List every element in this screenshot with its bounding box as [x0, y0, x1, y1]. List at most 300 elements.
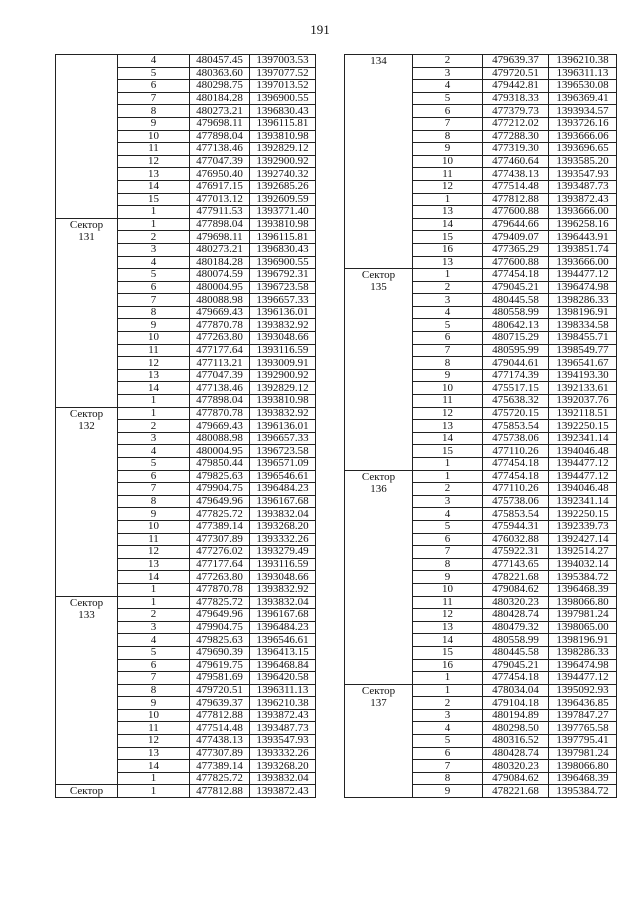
- point-number: 1: [413, 269, 483, 282]
- x-coordinate: 477143.65: [483, 558, 549, 571]
- x-coordinate: 477047.39: [190, 155, 250, 168]
- y-coordinate: 1396474.98: [549, 281, 617, 294]
- x-coordinate: 479669.43: [190, 420, 250, 433]
- point-number: 15: [413, 445, 483, 458]
- x-coordinate: 477812.88: [483, 193, 549, 206]
- point-number: 10: [413, 155, 483, 168]
- y-coordinate: 1396900.55: [250, 92, 316, 105]
- point-number: 5: [413, 92, 483, 105]
- y-coordinate: 1393332.26: [250, 533, 316, 546]
- point-number: 16: [413, 659, 483, 672]
- y-coordinate: 1396167.68: [250, 609, 316, 622]
- y-coordinate: 1393487.73: [549, 180, 617, 193]
- y-coordinate: 1397765.58: [549, 722, 617, 735]
- x-coordinate: 477177.64: [190, 344, 250, 357]
- coordinates-table-right: [344, 54, 617, 798]
- y-coordinate: 1393332.26: [250, 747, 316, 760]
- point-number: 10: [118, 520, 190, 533]
- x-coordinate: 477263.80: [190, 571, 250, 584]
- x-coordinate: 479720.51: [483, 67, 549, 80]
- y-coordinate: 1395384.72: [549, 571, 617, 584]
- y-coordinate: 1396474.98: [549, 659, 617, 672]
- point-number: 12: [413, 180, 483, 193]
- x-coordinate: 479649.96: [190, 495, 250, 508]
- y-coordinate: 1395092.93: [549, 684, 617, 697]
- sector-label-line2: 137: [370, 696, 387, 709]
- point-number: 1: [118, 785, 190, 798]
- point-number: 5: [413, 520, 483, 533]
- point-number: 9: [118, 697, 190, 710]
- point-number: 13: [118, 369, 190, 382]
- sector-label-line1: Сектор: [361, 470, 396, 483]
- point-number: 1: [413, 684, 483, 697]
- point-number: 7: [413, 760, 483, 773]
- y-coordinate: 1396167.68: [250, 495, 316, 508]
- point-number: 3: [413, 495, 483, 508]
- y-coordinate: 1394477.12: [549, 458, 617, 471]
- point-number: 8: [413, 772, 483, 785]
- y-coordinate: 1393268.20: [250, 520, 316, 533]
- x-coordinate: 477911.53: [190, 206, 250, 219]
- y-coordinate: 1398196.91: [549, 634, 617, 647]
- y-coordinate: 1393279.49: [250, 546, 316, 559]
- sector-label: [56, 218, 118, 407]
- point-number: 9: [118, 117, 190, 130]
- y-coordinate: 1396115.81: [250, 117, 316, 130]
- sector-label: [345, 55, 413, 269]
- y-coordinate: 1396210.38: [549, 55, 617, 68]
- sector-label-line1: Сектор: [69, 596, 104, 609]
- x-coordinate: 477812.88: [190, 709, 250, 722]
- y-coordinate: 1396657.33: [250, 432, 316, 445]
- table-row: [56, 55, 316, 68]
- y-coordinate: 1396413.15: [250, 646, 316, 659]
- point-number: 11: [118, 533, 190, 546]
- y-coordinate: 1397981.24: [549, 747, 617, 760]
- x-coordinate: 475922.31: [483, 546, 549, 559]
- page-number: 191: [310, 22, 330, 37]
- y-coordinate: 1394046.48: [549, 483, 617, 496]
- point-number: 3: [413, 67, 483, 80]
- point-number: 8: [118, 105, 190, 118]
- point-number: 15: [118, 193, 190, 206]
- x-coordinate: 480194.89: [483, 709, 549, 722]
- x-coordinate: 480004.95: [190, 281, 250, 294]
- y-coordinate: 1393048.66: [250, 571, 316, 584]
- point-number: 3: [118, 432, 190, 445]
- point-number: 6: [413, 332, 483, 345]
- y-coordinate: 1392609.59: [250, 193, 316, 206]
- y-coordinate: 1393810.98: [250, 218, 316, 231]
- point-number: 11: [118, 722, 190, 735]
- point-number: 6: [413, 105, 483, 118]
- y-coordinate: 1392341.14: [549, 495, 617, 508]
- point-number: 8: [413, 130, 483, 143]
- x-coordinate: 477898.04: [190, 130, 250, 143]
- sector-label-line2: 132: [78, 419, 95, 432]
- y-coordinate: 1396723.58: [250, 281, 316, 294]
- x-coordinate: 479619.75: [190, 659, 250, 672]
- point-number: 14: [413, 432, 483, 445]
- y-coordinate: 1393666.00: [549, 206, 617, 219]
- y-coordinate: 1396830.43: [250, 105, 316, 118]
- point-number: 2: [118, 231, 190, 244]
- y-coordinate: 1396723.58: [250, 445, 316, 458]
- point-number: 5: [413, 319, 483, 332]
- point-number: 12: [118, 735, 190, 748]
- x-coordinate: 479698.11: [190, 117, 250, 130]
- y-coordinate: 1392829.12: [250, 143, 316, 156]
- point-number: 13: [413, 206, 483, 219]
- point-number: 12: [413, 407, 483, 420]
- x-coordinate: 476032.88: [483, 533, 549, 546]
- table-row: [56, 407, 316, 420]
- x-coordinate: 477454.18: [483, 458, 549, 471]
- point-number: 9: [118, 319, 190, 332]
- point-number: 7: [413, 344, 483, 357]
- x-coordinate: 477288.30: [483, 130, 549, 143]
- y-coordinate: 1393872.43: [250, 785, 316, 798]
- x-coordinate: 477825.72: [190, 508, 250, 521]
- y-coordinate: 1392250.15: [549, 420, 617, 433]
- point-number: 7: [118, 483, 190, 496]
- x-coordinate: 477212.02: [483, 117, 549, 130]
- table-row: [56, 218, 316, 231]
- x-coordinate: 479084.62: [483, 772, 549, 785]
- y-coordinate: 1392118.51: [549, 407, 617, 420]
- x-coordinate: 479669.43: [190, 306, 250, 319]
- point-number: 5: [118, 646, 190, 659]
- x-coordinate: 480298.50: [483, 722, 549, 735]
- y-coordinate: 1396210.38: [250, 697, 316, 710]
- y-coordinate: 1396136.01: [250, 420, 316, 433]
- y-coordinate: 1393771.40: [250, 206, 316, 219]
- y-coordinate: 1396436.85: [549, 697, 617, 710]
- point-number: 1: [413, 458, 483, 471]
- point-number: 2: [413, 697, 483, 710]
- point-number: 10: [413, 382, 483, 395]
- x-coordinate: 477389.14: [190, 520, 250, 533]
- x-coordinate: 477600.88: [483, 206, 549, 219]
- x-coordinate: 477389.14: [190, 760, 250, 773]
- x-coordinate: 477870.78: [190, 319, 250, 332]
- y-coordinate: 1392685.26: [250, 180, 316, 193]
- point-number: 1: [118, 596, 190, 609]
- point-number: 12: [413, 609, 483, 622]
- sector-label-line2: 133: [78, 608, 95, 621]
- y-coordinate: 1394477.12: [549, 470, 617, 483]
- y-coordinate: 1393934.57: [549, 105, 617, 118]
- y-coordinate: 1393832.04: [250, 772, 316, 785]
- x-coordinate: 477812.88: [190, 785, 250, 798]
- x-coordinate: 480316.52: [483, 735, 549, 748]
- y-coordinate: 1393832.04: [250, 596, 316, 609]
- y-coordinate: 1396484.23: [250, 621, 316, 634]
- x-coordinate: 477898.04: [190, 218, 250, 231]
- point-number: 1: [413, 470, 483, 483]
- y-coordinate: 1393726.16: [549, 117, 617, 130]
- x-coordinate: 480428.74: [483, 747, 549, 760]
- x-coordinate: 480428.74: [483, 609, 549, 622]
- point-number: 13: [413, 420, 483, 433]
- y-coordinate: 1393487.73: [250, 722, 316, 735]
- x-coordinate: 478034.04: [483, 684, 549, 697]
- point-number: 9: [413, 369, 483, 382]
- point-number: 14: [118, 571, 190, 584]
- y-coordinate: 1393810.98: [250, 130, 316, 143]
- point-number: 15: [413, 231, 483, 244]
- y-coordinate: 1393696.65: [549, 143, 617, 156]
- point-number: 6: [413, 533, 483, 546]
- x-coordinate: 479698.11: [190, 231, 250, 244]
- y-coordinate: 1397981.24: [549, 609, 617, 622]
- point-number: 3: [118, 243, 190, 256]
- x-coordinate: 477514.48: [483, 180, 549, 193]
- y-coordinate: 1393666.06: [549, 130, 617, 143]
- x-coordinate: 479104.18: [483, 697, 549, 710]
- x-coordinate: 477263.80: [190, 332, 250, 345]
- x-coordinate: 477438.13: [190, 735, 250, 748]
- y-coordinate: 1392740.32: [250, 168, 316, 181]
- x-coordinate: 480004.95: [190, 445, 250, 458]
- y-coordinate: 1396546.61: [250, 470, 316, 483]
- y-coordinate: 1397847.27: [549, 709, 617, 722]
- x-coordinate: 479850.44: [190, 458, 250, 471]
- y-coordinate: 1393547.93: [250, 735, 316, 748]
- x-coordinate: 477138.46: [190, 382, 250, 395]
- x-coordinate: 477174.39: [483, 369, 549, 382]
- point-number: 9: [413, 785, 483, 798]
- x-coordinate: 475944.31: [483, 520, 549, 533]
- point-number: 8: [413, 558, 483, 571]
- point-number: 7: [413, 117, 483, 130]
- x-coordinate: 475638.32: [483, 395, 549, 408]
- x-coordinate: 480558.99: [483, 634, 549, 647]
- point-number: 11: [118, 344, 190, 357]
- x-coordinate: 476917.15: [190, 180, 250, 193]
- y-coordinate: 1398196.91: [549, 306, 617, 319]
- x-coordinate: 480445.58: [483, 646, 549, 659]
- x-coordinate: 479825.63: [190, 634, 250, 647]
- point-number: 4: [118, 256, 190, 269]
- x-coordinate: 477438.13: [483, 168, 549, 181]
- x-coordinate: 475738.06: [483, 432, 549, 445]
- y-coordinate: 1396530.08: [549, 80, 617, 93]
- table-row: [345, 55, 617, 68]
- point-number: 4: [118, 445, 190, 458]
- table-row: [345, 470, 617, 483]
- point-number: 8: [118, 495, 190, 508]
- point-number: 5: [118, 67, 190, 80]
- x-coordinate: 477454.18: [483, 672, 549, 685]
- x-coordinate: 479318.33: [483, 92, 549, 105]
- point-number: 4: [413, 508, 483, 521]
- y-coordinate: 1396136.01: [250, 306, 316, 319]
- sector-label-line2: 135: [370, 281, 387, 294]
- y-coordinate: 1393666.00: [549, 256, 617, 269]
- point-number: 11: [413, 596, 483, 609]
- x-coordinate: 479581.69: [190, 672, 250, 685]
- x-coordinate: 475853.54: [483, 420, 549, 433]
- y-coordinate: 1396484.23: [250, 483, 316, 496]
- y-coordinate: 1393872.43: [250, 709, 316, 722]
- y-coordinate: 1392250.15: [549, 508, 617, 521]
- point-number: 13: [118, 747, 190, 760]
- sector-label: [56, 407, 118, 596]
- point-number: 16: [413, 243, 483, 256]
- x-coordinate: 479442.81: [483, 80, 549, 93]
- y-coordinate: 1397795.41: [549, 735, 617, 748]
- sector-label-line1: Сектор: [69, 218, 104, 231]
- x-coordinate: 477365.29: [483, 243, 549, 256]
- x-coordinate: 480273.21: [190, 243, 250, 256]
- point-number: 14: [118, 760, 190, 773]
- y-coordinate: 1396468.84: [250, 659, 316, 672]
- y-coordinate: 1396468.39: [549, 583, 617, 596]
- y-coordinate: 1394477.12: [549, 269, 617, 282]
- point-number: 7: [413, 546, 483, 559]
- x-coordinate: 480642.13: [483, 319, 549, 332]
- x-coordinate: 480184.28: [190, 256, 250, 269]
- x-coordinate: 479639.37: [190, 697, 250, 710]
- point-number: 10: [413, 583, 483, 596]
- x-coordinate: 479045.21: [483, 659, 549, 672]
- point-number: 15: [413, 646, 483, 659]
- y-coordinate: 1396443.91: [549, 231, 617, 244]
- y-coordinate: 1392900.92: [250, 369, 316, 382]
- x-coordinate: 480595.99: [483, 344, 549, 357]
- x-coordinate: 475517.15: [483, 382, 549, 395]
- table-row: [56, 785, 316, 798]
- x-coordinate: 477454.18: [483, 269, 549, 282]
- y-coordinate: 1394032.14: [549, 558, 617, 571]
- x-coordinate: 475720.15: [483, 407, 549, 420]
- y-coordinate: 1392514.27: [549, 546, 617, 559]
- x-coordinate: 477825.72: [190, 596, 250, 609]
- x-coordinate: 477110.26: [483, 445, 549, 458]
- point-number: 8: [118, 684, 190, 697]
- y-coordinate: 1393832.04: [250, 508, 316, 521]
- table-row: [56, 596, 316, 609]
- point-number: 1: [118, 583, 190, 596]
- x-coordinate: 477600.88: [483, 256, 549, 269]
- point-number: 10: [118, 332, 190, 345]
- y-coordinate: 1393832.92: [250, 319, 316, 332]
- sector-label: [345, 269, 413, 471]
- point-number: 12: [118, 546, 190, 559]
- coordinates-table-left: [55, 54, 316, 798]
- y-coordinate: 1392341.14: [549, 432, 617, 445]
- y-coordinate: 1396571.09: [250, 458, 316, 471]
- point-number: 1: [118, 218, 190, 231]
- point-number: 1: [118, 772, 190, 785]
- x-coordinate: 475853.54: [483, 508, 549, 521]
- x-coordinate: 479720.51: [190, 684, 250, 697]
- x-coordinate: 478221.68: [483, 785, 549, 798]
- x-coordinate: 477047.39: [190, 369, 250, 382]
- point-number: 13: [413, 256, 483, 269]
- point-number: 9: [413, 571, 483, 584]
- sector-label: [56, 55, 118, 219]
- point-number: 13: [118, 168, 190, 181]
- point-number: 6: [413, 747, 483, 760]
- point-number: 10: [118, 130, 190, 143]
- y-coordinate: 1398455.71: [549, 332, 617, 345]
- y-coordinate: 1398286.33: [549, 646, 617, 659]
- x-coordinate: 480320.23: [483, 760, 549, 773]
- x-coordinate: 480088.98: [190, 294, 250, 307]
- point-number: 9: [413, 143, 483, 156]
- table-row: [345, 684, 617, 697]
- point-number: 2: [413, 55, 483, 68]
- point-number: 2: [118, 609, 190, 622]
- point-number: 1: [118, 206, 190, 219]
- sector-label: [56, 785, 118, 798]
- y-coordinate: 1393832.92: [250, 407, 316, 420]
- x-coordinate: 477113.21: [190, 357, 250, 370]
- y-coordinate: 1398334.58: [549, 319, 617, 332]
- y-coordinate: 1398066.80: [549, 596, 617, 609]
- y-coordinate: 1393872.43: [549, 193, 617, 206]
- point-number: 7: [118, 672, 190, 685]
- y-coordinate: 1396115.81: [250, 231, 316, 244]
- x-coordinate: 480184.28: [190, 92, 250, 105]
- x-coordinate: 480479.32: [483, 621, 549, 634]
- point-number: 1: [118, 395, 190, 408]
- x-coordinate: 478221.68: [483, 571, 549, 584]
- point-number: 4: [413, 722, 483, 735]
- x-coordinate: 480558.99: [483, 306, 549, 319]
- y-coordinate: 1393116.59: [250, 558, 316, 571]
- point-number: 14: [118, 382, 190, 395]
- x-coordinate: 477307.89: [190, 533, 250, 546]
- y-coordinate: 1392427.14: [549, 533, 617, 546]
- point-number: 5: [118, 458, 190, 471]
- y-coordinate: 1396546.61: [250, 634, 316, 647]
- y-coordinate: 1397013.52: [250, 80, 316, 93]
- point-number: 2: [413, 281, 483, 294]
- point-number: 4: [118, 55, 190, 68]
- point-number: 11: [413, 168, 483, 181]
- y-coordinate: 1394046.48: [549, 445, 617, 458]
- point-number: 1: [413, 672, 483, 685]
- x-coordinate: 477454.18: [483, 470, 549, 483]
- x-coordinate: 479904.75: [190, 483, 250, 496]
- y-coordinate: 1393048.66: [250, 332, 316, 345]
- y-coordinate: 1396311.13: [250, 684, 316, 697]
- point-number: 11: [118, 143, 190, 156]
- y-coordinate: 1397003.53: [250, 55, 316, 68]
- y-coordinate: 1398286.33: [549, 294, 617, 307]
- x-coordinate: 480273.21: [190, 105, 250, 118]
- x-coordinate: 480074.59: [190, 269, 250, 282]
- point-number: 14: [118, 180, 190, 193]
- sector-label-line1: 134: [370, 55, 387, 67]
- sector-label-line1: Сектор: [69, 785, 104, 798]
- sector-label-line2: 136: [370, 482, 387, 495]
- x-coordinate: 477307.89: [190, 747, 250, 760]
- y-coordinate: 1392037.76: [549, 395, 617, 408]
- x-coordinate: 476950.40: [190, 168, 250, 181]
- y-coordinate: 1396830.43: [250, 243, 316, 256]
- y-coordinate: 1393268.20: [250, 760, 316, 773]
- point-number: 14: [413, 218, 483, 231]
- point-number: 5: [413, 735, 483, 748]
- x-coordinate: 477319.30: [483, 143, 549, 156]
- point-number: 2: [118, 420, 190, 433]
- point-number: 3: [413, 709, 483, 722]
- y-coordinate: 1392339.73: [549, 520, 617, 533]
